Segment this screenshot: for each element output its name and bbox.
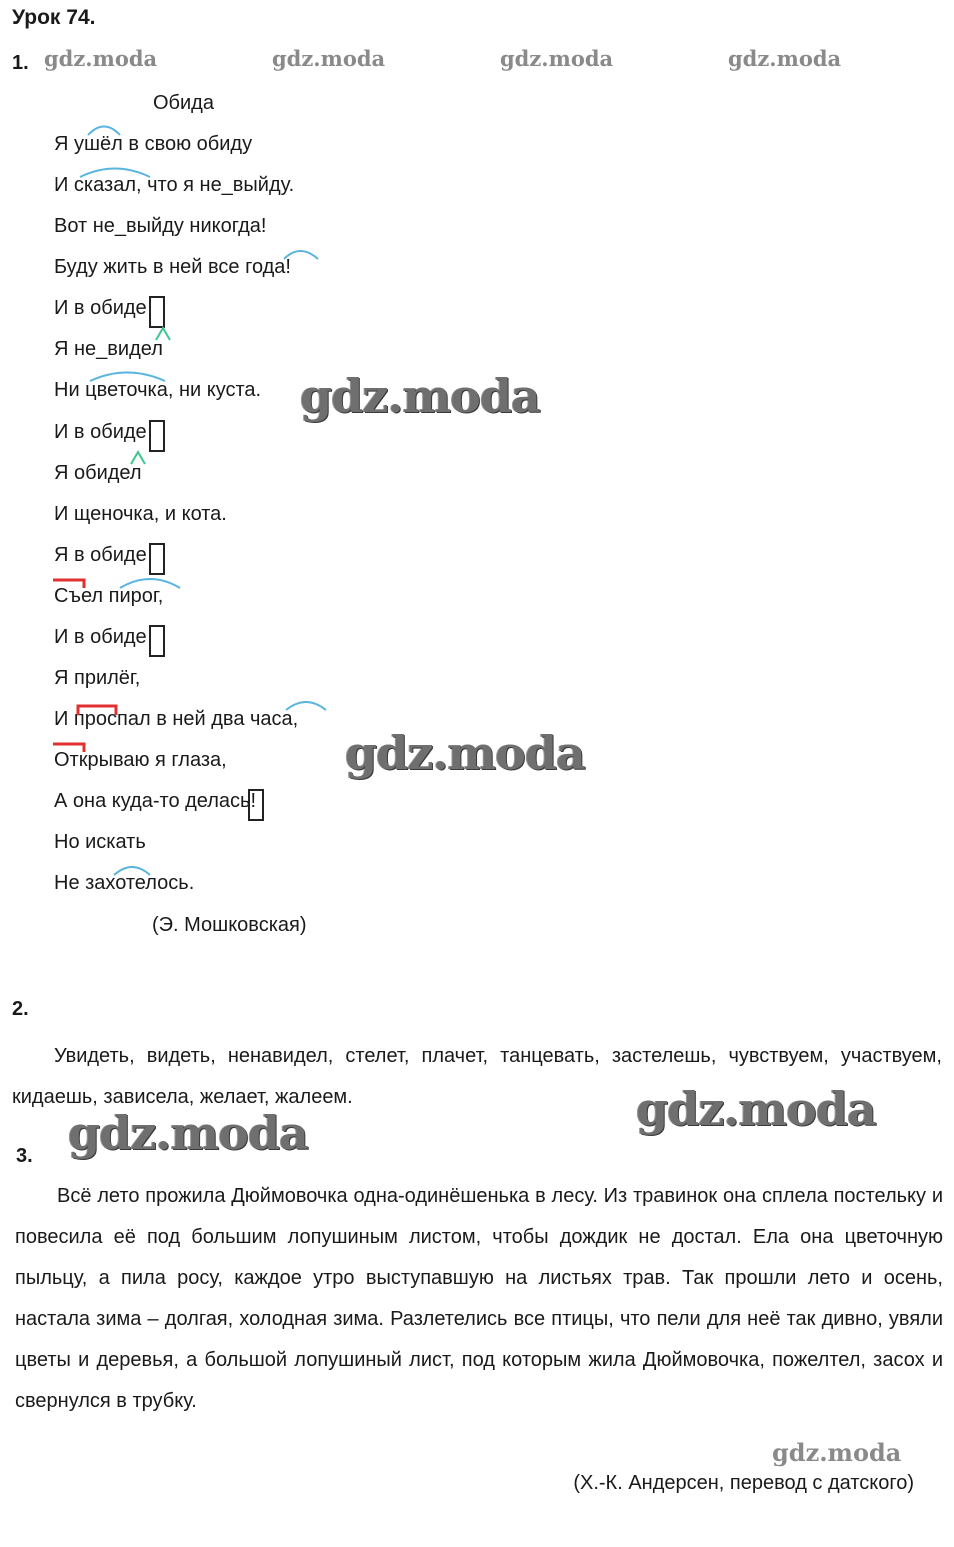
watermark: gdz.moda [345, 726, 585, 780]
poem-line: Я ушёл в свою обиду [54, 133, 253, 155]
watermark: gdz.moda [68, 1106, 308, 1160]
watermark: gdz.moda [272, 46, 386, 71]
poem-line: И проспал в ней два часа, [54, 708, 299, 730]
poem-line: Я в обиде [54, 544, 147, 566]
poem-line: Не захотелось. [54, 872, 195, 894]
poem-line: Открываю я глаза, [54, 749, 227, 771]
poem-title: Обида [153, 92, 214, 114]
poem-line: Вот не_выйду никогда! [54, 215, 267, 237]
poem-author: (Э. Мошковская) [152, 914, 307, 936]
poem-line: Я обидел [54, 462, 142, 484]
exercise-2-number: 2. [12, 998, 29, 1020]
poem-line: И сказал, что я не_выйду. [54, 174, 295, 196]
watermark: gdz.moda [636, 1082, 876, 1136]
watermark: gdz.moda [728, 46, 842, 71]
poem-line: Но искать [54, 831, 146, 853]
poem-line: И в обиде [54, 626, 147, 648]
ending-box-mark [150, 297, 164, 327]
watermark: gdz.moda [772, 1438, 902, 1467]
exercise-3-number: 3. [16, 1145, 33, 1167]
lesson-title: Урок 74. [12, 6, 96, 29]
poem-line: Я не_видел [54, 338, 163, 360]
poem-line: Буду жить в ней все года! [54, 256, 291, 278]
exercise-1-number: 1. [12, 52, 29, 74]
poem-line: Съел пирог, [54, 585, 164, 607]
poem-line: А она куда-то делась! [54, 790, 257, 812]
exercise-3-text: Всё лето прожила Дюймовочка одна-одинёшенька в лесу. Из травинок она сплела постельку и повесила её под большим лопушиным листом, чтобы дождик не достал. Ела она цветочную пыльцу, а пила росу, каждое утро выступавшую на листьях трав. Так прошли лето и осень, настала зима – долгая, холодная зима. Разлетелись все птицы, что пели для неё так дивно, увяли цветы и деревья, а большой лопушиный лист, под которым жила Дюймовочка, пожелтел, засох и свернулся в трубку. [15, 1185, 943, 1412]
ending-box-mark [150, 626, 164, 656]
text-author: (Х.-К. Андерсен, перевод с датского) [573, 1472, 914, 1494]
exercise-2-text: Увидеть, видеть, ненавидел, стелет, плачет, танцевать, застелешь, чувствуем, участвуем, кидаешь, зависела, желает, жалеем. [12, 1045, 942, 1108]
poem-line: И щеночка, и кота. [54, 503, 227, 525]
watermark: gdz.moda [44, 46, 158, 71]
ending-box-mark [150, 421, 164, 451]
watermark: gdz.moda [300, 369, 540, 423]
ending-box-mark [150, 544, 164, 574]
poem-line: И в обиде [54, 297, 147, 319]
poem-line: Я прилёг, [54, 667, 141, 689]
poem-line: И в обиде [54, 421, 147, 443]
poem-line: Ни цветочка, ни куста. [54, 379, 262, 401]
watermark: gdz.moda [500, 46, 614, 71]
